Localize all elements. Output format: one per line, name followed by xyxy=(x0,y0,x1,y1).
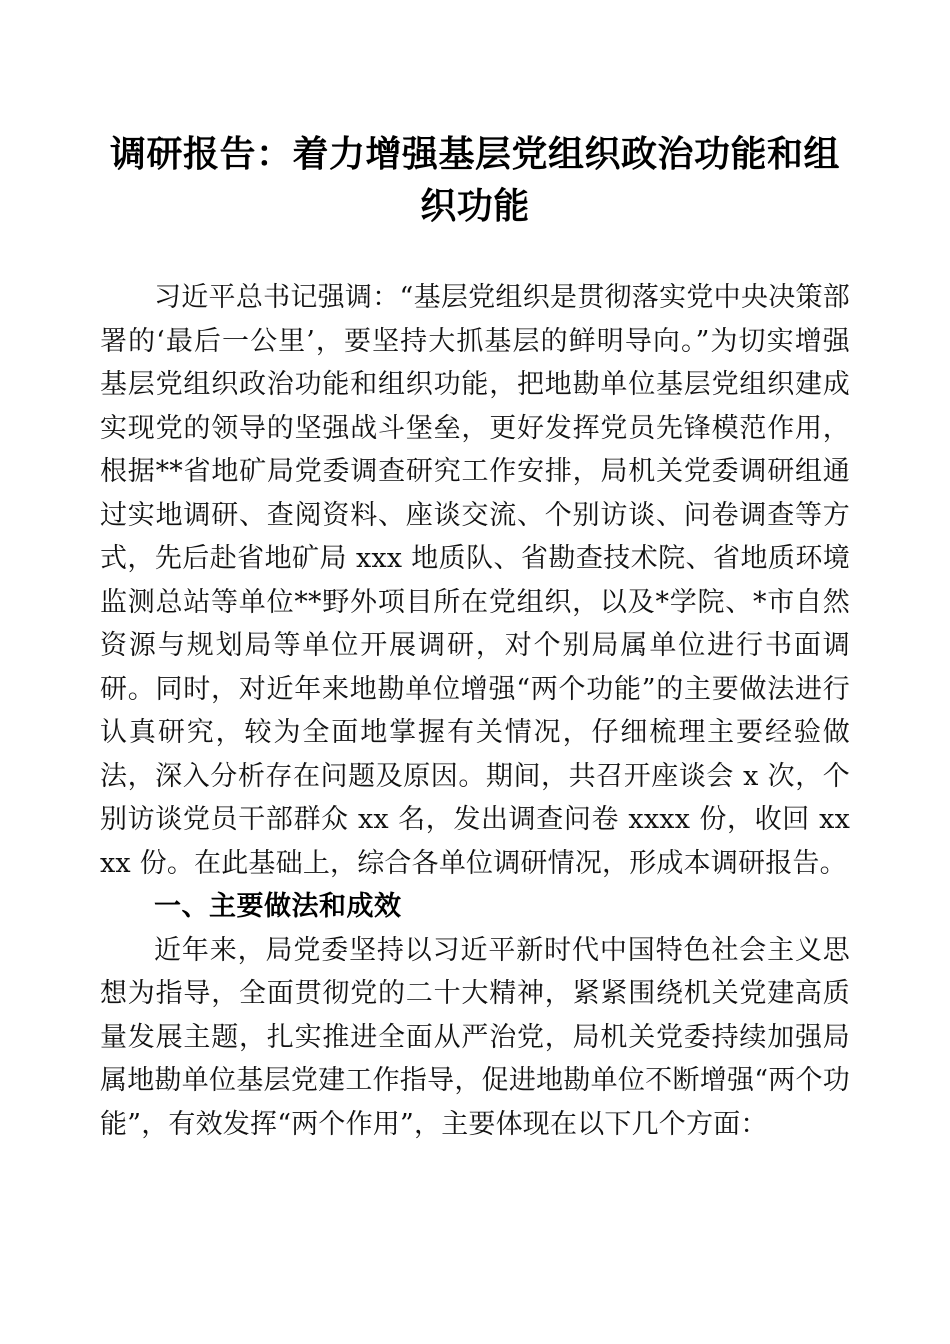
paragraph-introduction: 习近平总书记强调：“基层党组织是贯彻落实党中央决策部署的‘最后一公里’，要坚持大抓基层的鲜明导向。”为切实增强基层党组织政治功能和组织功能，把地勘单位基层党组织建成实现党的领导的坚强战斗堡垒，更好发挥党员先锋模范作用，根据**省地矿局党委调查研究工作安排，局机关党委调研组通过实地调研、查阅资料、座谈交流、个别访谈、问卷调查等方式，先后赴省地矿局 xxx 地质队、省勘查技术院、省地质环境监测总站等单位**野外项目所在党组织，以及*学院、*市自然资源与规划局等单位开展调研，对个别局属单位进行书面调研。同时，对近年来地勘单位增强“两个功能”的主要做法进行认真研究，较为全面地掌握有关情况，仔细梳理主要经验做法，深入分析存在问题及原因。期间，共召开座谈会 x 次，个别访谈党员干部群众 xx 名，发出调查问卷 xxxx 份，收回 xxxx 份。在此基础上，综合各单位调研情况，形成本调研报告。 xyxy=(100,282,850,879)
page-title: 调研报告：着力增强基层党组织政治功能和组织功能 xyxy=(109,133,840,227)
document-content xyxy=(100,0,850,1146)
paragraph-main-practices-intro: 近年来，局党委坚持以习近平新时代中国特色社会主义思想为指导，全面贯彻党的二十大精神，紧紧围绕机关党建高质量发展主题，扎实推进全面从严治党，局机关党委持续加强局属地勘单位基层党建工作指导，促进地勘单位不断增强“两个功能”，有效发挥“两个作用”，主要体现在以下几个方面： xyxy=(100,934,850,1140)
section-heading-main-practices: 一、主要做法和成效 xyxy=(154,891,402,921)
